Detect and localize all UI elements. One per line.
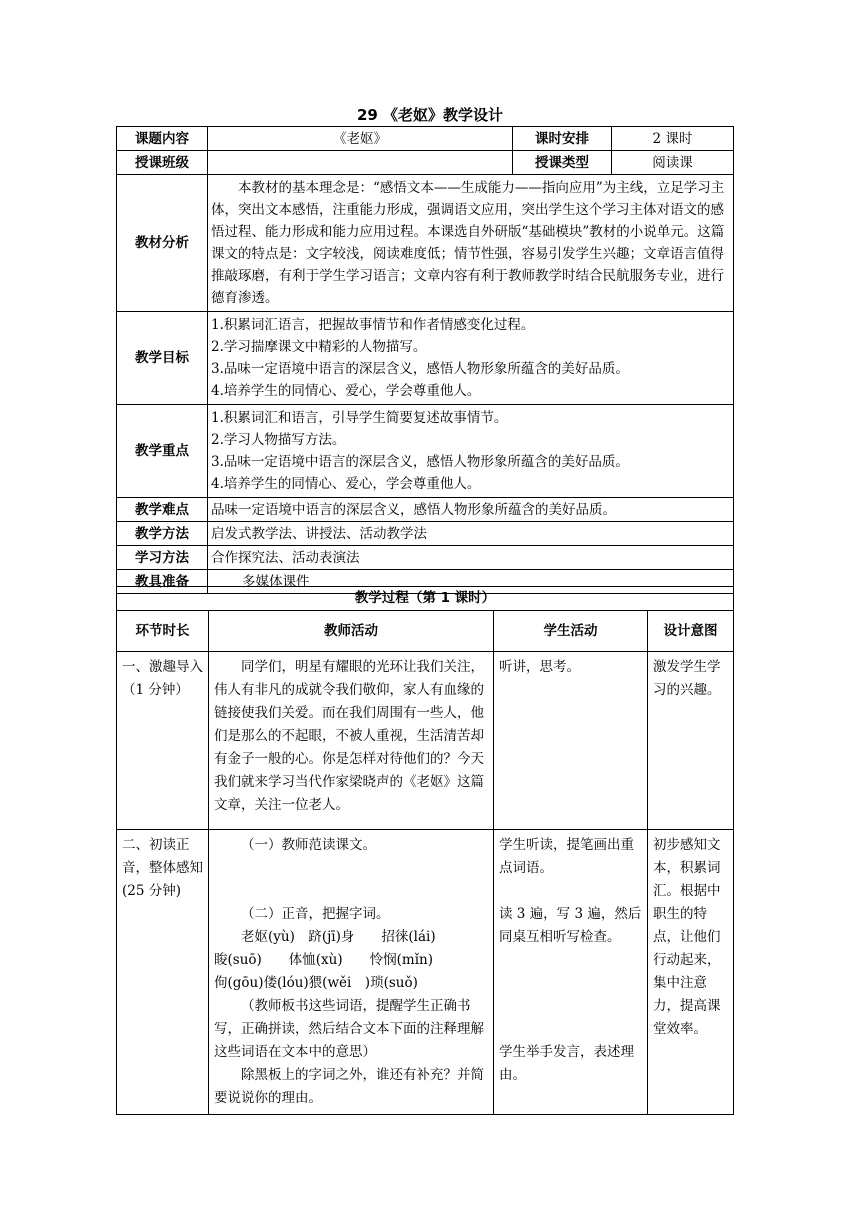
course-value: 《老妪》 [208,127,513,151]
hours-value: 2 课时 [612,127,734,151]
word-list-1: 老妪(yù) 跻(jī)身 招徕(lái) [241,929,436,945]
process-title: 教学过程（第 1 课时） [117,587,734,611]
header-teacher: 教师活动 [209,611,494,652]
goal-item: 3.品味一定语境中语言的深层含义，感悟人物形象所蕴含的美好品质。 [211,361,629,377]
info-table [116,126,734,594]
word-list-2: 睃(suō) 体恤(xù) 怜悯(mǐn) [214,952,433,968]
word-list-3: 佝(gōu)偻(lóu)猥(wěi )琐(suǒ) [214,975,418,991]
goal-item: 4.培养学生的同情心、爱心，学会尊重他人。 [211,383,481,399]
stage-name: 二、初读正音，整体感知 [122,837,203,876]
class-label: 授课班级 [117,151,208,175]
goal-item: 1.积累词汇语言，把握故事情节和作者情感变化过程。 [211,317,535,333]
document-title: 29 《老妪》教学设计 [356,106,504,124]
stage-time: （1 分钟） [122,682,189,698]
goals-list [208,312,734,405]
student-step-3: 学生举手发言，表述理由。 [499,1044,634,1083]
teacher-activity: 同学们，明星有耀眼的光环让我们关注，伟人有非凡的成就令我们敬仰，家人有血缘的链接使我们关爱。而在我们周围有一些人，他们是那么的不起眼，不被人重视，生活清苦却有金子一般的心。你是怎样对待他们的？今天我们就来学习当代作家梁晓声的《老妪》这篇文章，关注一位老人。 [209,652,494,830]
student-activity [494,830,648,1115]
teacher-step-4: 除黑板上的字词之外，谁还有补充？并简要说说你的理由。 [214,1067,484,1106]
method-label: 教学方法 [117,522,208,546]
teacher-step-3: （教师板书这些词语，提醒学生正确书写，正确拼读，然后结合文本下面的注释理解这些词语在文本中的意思） [214,998,484,1060]
method-value: 启发式教学法、讲授法、活动教学法 [208,522,734,546]
stage-time: (25 分钟) [122,883,182,899]
process-table [116,586,734,1115]
difficulty-value: 品味一定语境中语言的深层含义，感悟人物形象所蕴含的美好品质。 [208,498,734,522]
hours-label: 课时安排 [513,127,612,151]
learn-value: 合作探究法、活动表演法 [208,546,734,570]
stage-cell [117,652,209,830]
goal-item: 2.学习揣摩课文中精彩的人物描写。 [211,339,427,355]
teacher-activity [209,830,494,1115]
goals-label: 教学目标 [117,312,208,405]
type-value: 阅读课 [612,151,734,175]
header-student: 学生活动 [494,611,648,652]
teacher-step-1: （一）教师范读课文。 [241,837,376,853]
student-step-2: 读 3 遍，写 3 遍，然后同桌互相听写检查。 [499,906,642,945]
table-row [117,830,734,1115]
header-stage: 环节时长 [117,611,209,652]
tools-value: 多媒体课件 [208,570,734,594]
class-value [208,151,513,175]
focus-label: 教学重点 [117,405,208,498]
table-row [117,652,734,830]
teacher-step-2: （二）正音，把握字词。 [241,906,390,922]
course-label: 课题内容 [117,127,208,151]
focus-item: 3.品味一定语境中语言的深层含义，感悟人物形象所蕴含的美好品质。 [211,454,629,470]
difficulty-label: 教学难点 [117,498,208,522]
focus-list [208,405,734,498]
design-intent: 初步感知文本，积累词汇。根据中职生的特点，让他们行动起来，集中注意力，提高课堂效率。 [648,830,734,1115]
focus-item: 1.积累词汇和语言，引导学生简要复述故事情节。 [211,410,508,426]
stage-name: 一、激趣导入 [122,659,203,675]
stage-cell [117,830,209,1115]
header-intent: 设计意图 [648,611,734,652]
learn-label: 学习方法 [117,546,208,570]
analysis-label: 教材分析 [117,175,208,312]
student-activity: 听讲，思考。 [494,652,648,830]
tools-label: 教具准备 [117,570,208,594]
design-intent: 激发学生学习的兴趣。 [648,652,734,830]
type-label: 授课类型 [513,151,612,175]
focus-item: 2.学习人物描写方法。 [211,432,346,448]
student-step-1: 学生听读，提笔画出重点词语。 [499,837,634,876]
analysis-text: 本教材的基本理念是：“感悟文本——生成能力——指向应用”为主线，立足学习主体，突出文本感悟，注重能力形成，强调语文应用，突出学生这个学习主体对语文的感悟过程、能力形成和能力应用过程。本课选自外研版“基础模块”教材的小说单元。这篇课文的特点是：文字较浅，阅读难度低；情节性强，容易引发学生兴趣；文章语言值得推敲琢磨，有利于学生学习语言；文章内容有利于教师教学时结合民航服务专业，进行德育渗透。 [208,175,734,312]
focus-item: 4.培养学生的同情心、爱心，学会尊重他人。 [211,476,481,492]
